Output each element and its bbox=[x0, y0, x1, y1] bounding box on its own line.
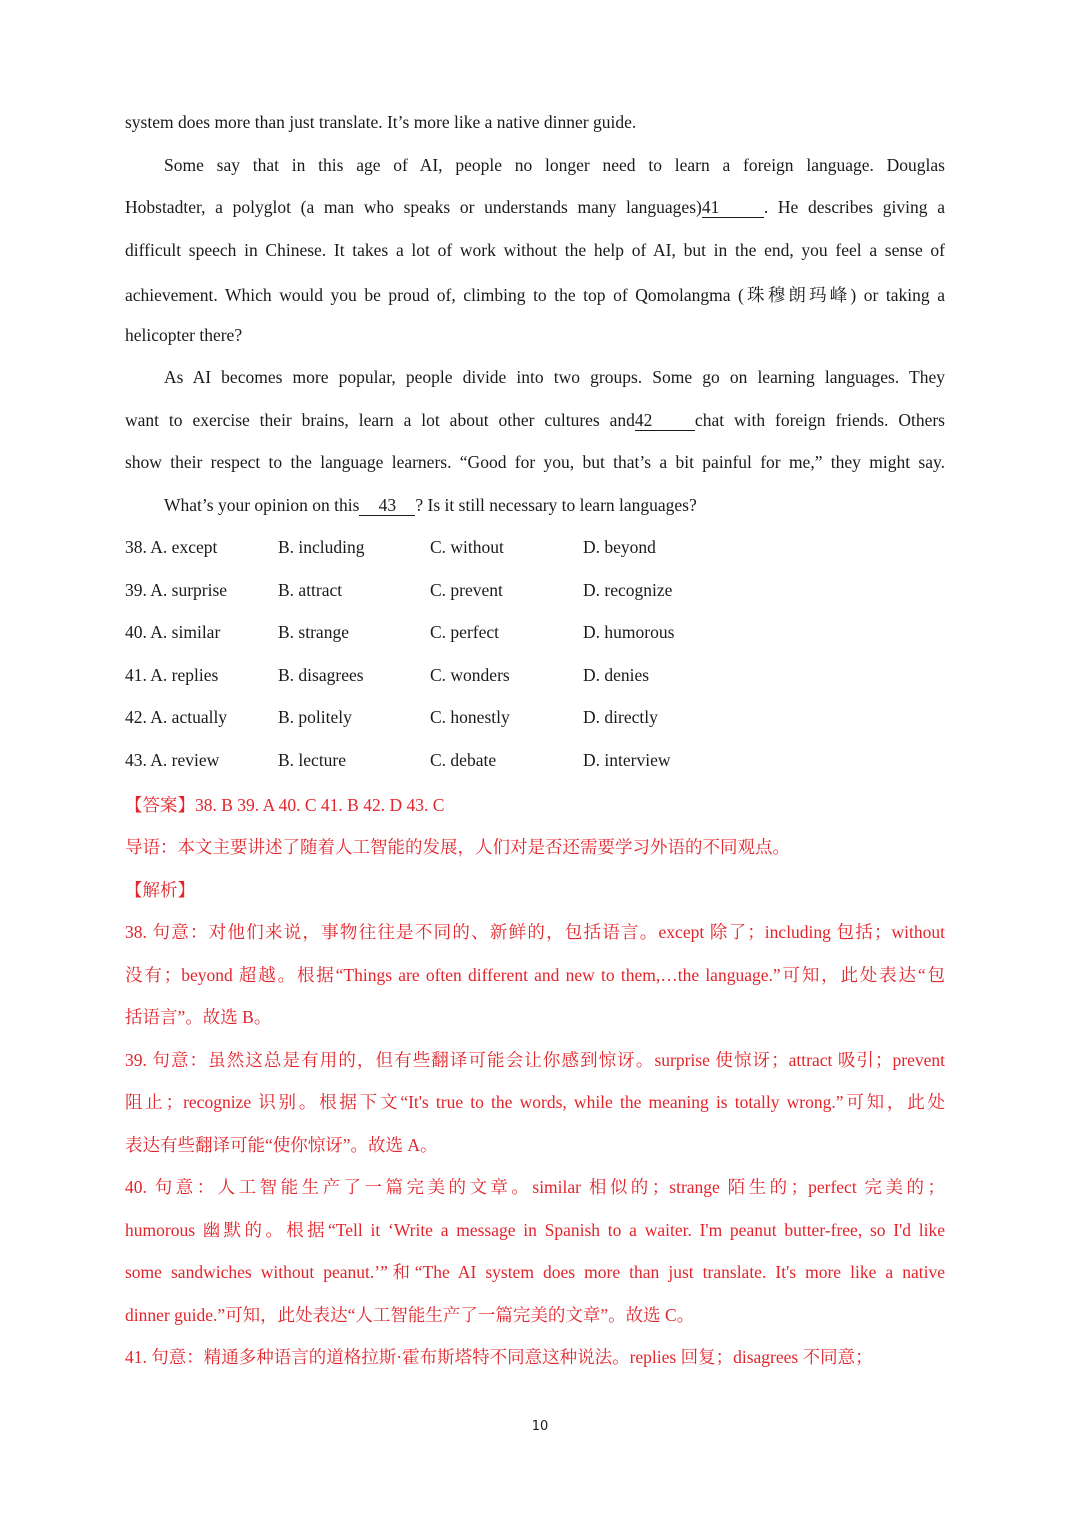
blank-43: 43 bbox=[359, 495, 415, 516]
explanation-38-line: 38. 句意：对他们来说，事物往往是不同的、新鲜的，包括语言。except 除了；including 包括；without bbox=[125, 922, 945, 942]
option-row: 41. A. replies B. disagrees C. wonders D. denies bbox=[125, 665, 650, 685]
explanation-40-line: dinner guide.”可知，此处表达“人工智能生产了一篇完美的文章”。故选 C。 bbox=[125, 1305, 695, 1325]
intro-line: 导语：本文主要讲述了随着人工智能的发展，人们对是否还需要学习外语的不同观点。 bbox=[125, 837, 790, 857]
page-number: 10 bbox=[531, 1419, 549, 1434]
passage-line: show their respect to the language learners. “Good for you, but that’s a bit painful for me,” they might say. bbox=[125, 452, 945, 472]
explanation-40-line: some sandwiches without peanut.’”和“The AI system does more than just translate. It's more like a native bbox=[125, 1262, 945, 1282]
option-row: 40. A. similar B. strange C. perfect D. humorous bbox=[125, 622, 675, 642]
explanation-41-line: 41. 句意：精通多种语言的道格拉斯·霍布斯塔特不同意这种说法。replies 回复；disagrees 不同意； bbox=[125, 1347, 873, 1367]
answer-line bbox=[125, 792, 945, 817]
explanation-39-line: 39. 句意：虽然这总是有用的，但有些翻译可能会让你感到惊讶。surprise 使惊讶；attract 吸引；prevent bbox=[125, 1050, 945, 1070]
analysis-label: 【解析】 bbox=[125, 880, 195, 900]
explanation-39-line: 阻止；recognize 识别。根据下文“It's true to the words, while the meaning is totally wrong.”可知，此处 bbox=[125, 1092, 945, 1112]
option-row: 42. A. actually B. politely C. honestly D. directly bbox=[125, 707, 658, 727]
explanation-39-line: 表达有些翻译可能“使你惊讶”。故选 A。 bbox=[125, 1135, 438, 1155]
passage-line: Some say that in this age of AI, people no longer need to learn a foreign language. Douglas bbox=[164, 155, 945, 175]
passage-line-with-blank: want to exercise their brains, learn a lot about other cultures and42 chat with foreign friends. Others bbox=[125, 410, 945, 430]
option-row: 39. A. surprise B. attract C. prevent D. recognize bbox=[125, 580, 673, 600]
passage-line: system does more than just translate. It’s more like a native dinner guide. bbox=[125, 112, 637, 132]
passage-line: difficult speech in Chinese. It takes a lot of work without the help of AI, but in the end, you feel a sense of bbox=[125, 240, 945, 260]
option-row: 43. A. review B. lecture C. debate D. interview bbox=[125, 750, 671, 770]
answer-label: 【答案】 bbox=[125, 795, 195, 815]
passage-line: achievement. Which would you be proud of, climbing to the top of Qomolangma (珠穆朗玛峰) or taking a bbox=[125, 285, 945, 305]
blank-42: 42 bbox=[635, 410, 695, 431]
passage-line-with-blank: What’s your opinion on this 43 ? Is it still necessary to learn languages? bbox=[164, 495, 697, 515]
passage-line-with-blank: Hobstadter, a polyglot (a man who speaks or understands many languages)41 . He describes giving a bbox=[125, 197, 945, 217]
explanation-40-line: 40. 句意：人工智能生产了一篇完美的文章。similar 相似的；strange 陌生的；perfect 完美的； bbox=[125, 1177, 945, 1197]
answer-text: 38. B 39. A 40. C 41. B 42. D 43. C bbox=[195, 795, 445, 815]
explanation-38-line: 没有；beyond 超越。根据“Things are often different and new to them,…the language.”可知，此处表达“包 bbox=[125, 965, 945, 985]
explanation-38-line: 括语言”。故选 B。 bbox=[125, 1007, 272, 1027]
explanation-40-line: humorous 幽默的。根据“Tell it ‘Write a message in Spanish to a waiter. I'm peanut butter-free, so I'd like bbox=[125, 1220, 945, 1240]
option-row: 38. A. except B. including C. without D. beyond bbox=[125, 537, 656, 557]
passage-line: As AI becomes more popular, people divide into two groups. Some go on learning languages. They bbox=[164, 367, 945, 387]
passage-line: helicopter there? bbox=[125, 325, 243, 345]
blank-41: 41 bbox=[702, 197, 764, 218]
